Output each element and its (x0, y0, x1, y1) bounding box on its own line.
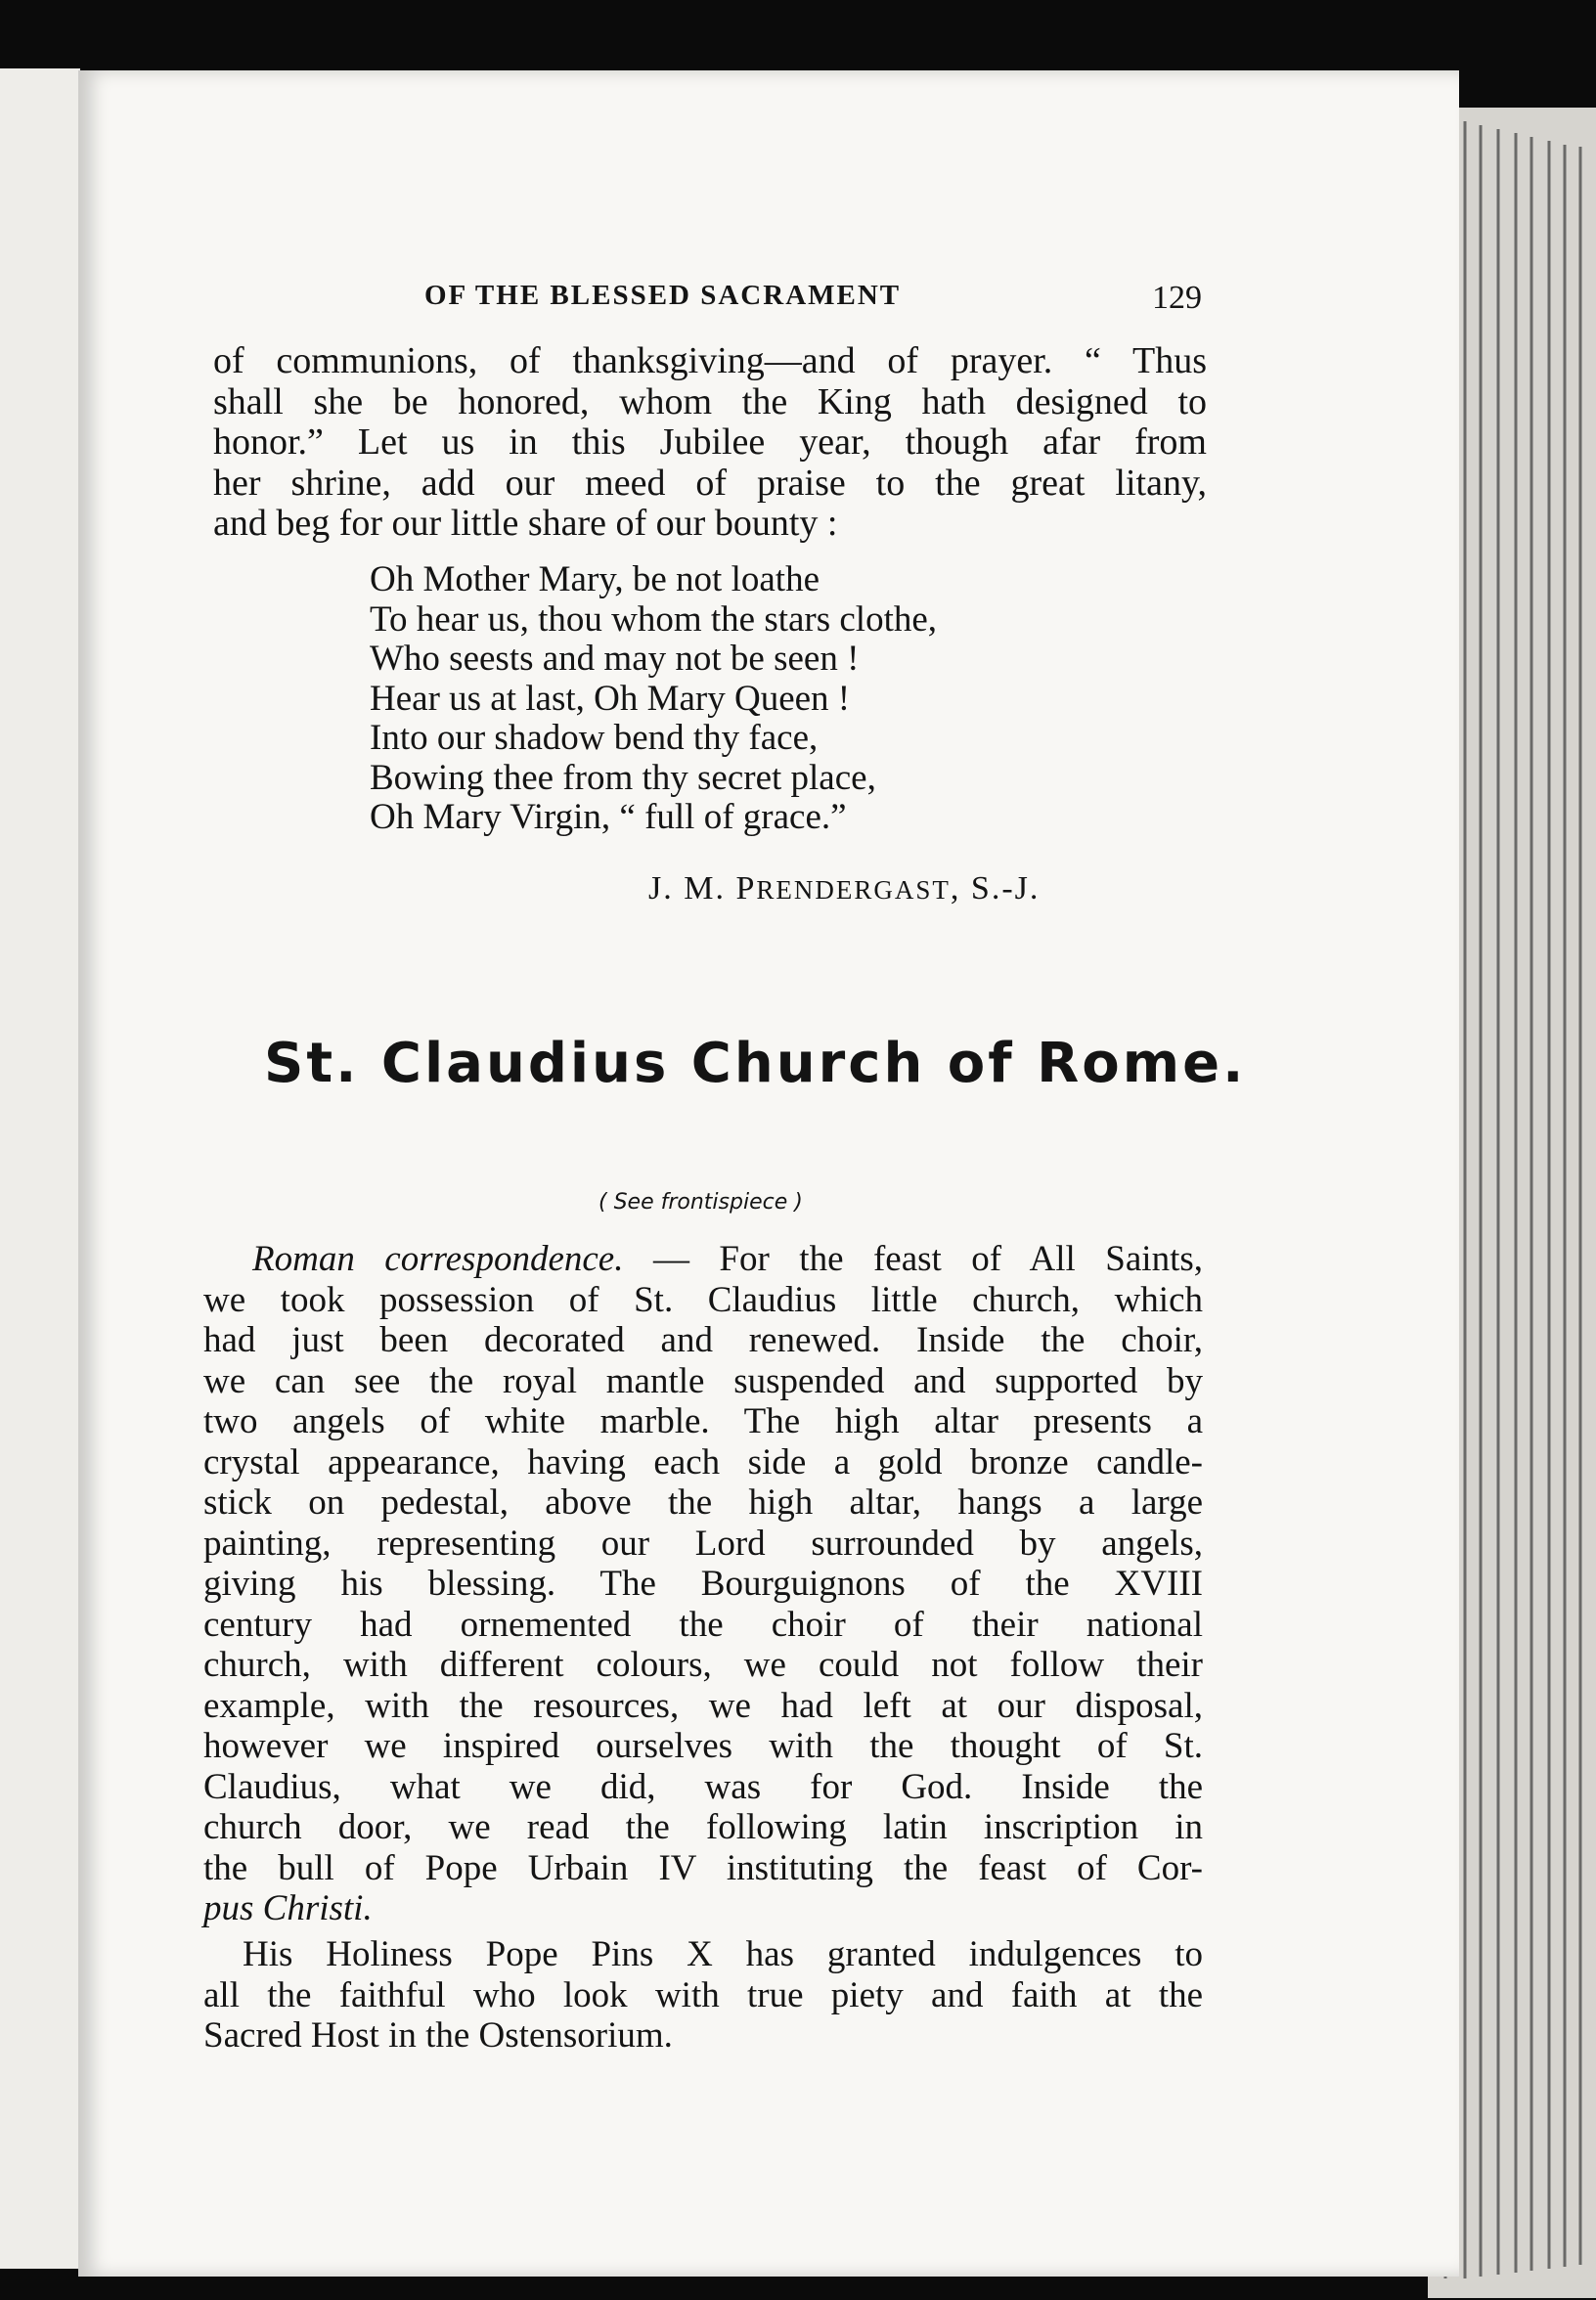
text-line (203, 1686, 1203, 1727)
line-text: Sacred Host in the Ostensorium. (203, 2015, 673, 2056)
text-line (213, 464, 1207, 505)
text-line (203, 1239, 1203, 1280)
text-line (213, 382, 1207, 423)
line-text: giving his blessing. The Bourguignons of the XVIII (203, 1564, 1203, 1604)
line-text: — For the feast of All Saints, (652, 1239, 1203, 1279)
line-text: had just been decorated and renewed. Inside the choir, (203, 1320, 1203, 1360)
line-text: painting, representing our Lord surrounded by angels, (203, 1523, 1203, 1564)
article-title: St. Claudius Church of Rome. (264, 1032, 1247, 1095)
poem-line: To hear us, thou whom the stars clothe, (370, 598, 938, 640)
closing-paragraph (203, 1934, 1203, 2057)
poem-line: Bowing thee from thy secret place, (370, 757, 876, 798)
line-text: example, with the resources, we had left at our disposal, (203, 1685, 1203, 1726)
italic-line: pus Christi. (203, 1888, 373, 1928)
text-line (203, 1482, 1203, 1524)
line-text: all the faithful who look with true piety and faith at the (203, 1974, 1203, 2015)
text-line (203, 2015, 1203, 2057)
poem-verse (370, 560, 937, 838)
line-text: stick on pedestal, above the high altar, hangs a large (203, 1482, 1203, 1523)
line-text: honor.” Let us in this Jubilee year, though afar from (213, 421, 1207, 463)
poem-line: Who seests and may not be seen ! (370, 639, 860, 679)
text-line (203, 1564, 1203, 1605)
line-text: two angels of white marble. The high altar presents a (203, 1401, 1203, 1441)
page-number: 129 (1152, 280, 1202, 316)
line-text: however we inspired ourselves with the thought of St. (203, 1726, 1203, 1766)
line-text: shall she be honored, whom the King hath designed to (213, 380, 1207, 422)
running-header: OF THE BLESSED SACRAMENT (424, 280, 902, 311)
line-text: His Holiness Pope Pins X has granted indulgences to (243, 1934, 1203, 1974)
line-text: of communions, of thanksgiving—and of prayer. “ Thus (213, 340, 1207, 381)
poem-line: Into our shadow bend thy face, (370, 718, 819, 758)
text-line (203, 1605, 1203, 1646)
line-text: we took possession of St. Claudius little church, which (203, 1279, 1203, 1320)
frontispiece-note: ( See frontispiece ) (598, 1190, 803, 1215)
author-suffix: , S.-J. (950, 870, 1041, 907)
line-text: church door, we read the following latin inscription in (203, 1807, 1203, 1847)
left-page-edge (0, 68, 80, 2269)
text-line (203, 1524, 1203, 1565)
article-paragraph (203, 1239, 1203, 1929)
lead-italic: Roman correspondence. (252, 1239, 653, 1279)
text-line (203, 1726, 1203, 1767)
intro-paragraph (213, 341, 1207, 545)
text-line (203, 1848, 1203, 1889)
line-text: Claudius, what we did, was for God. Inside the (203, 1766, 1203, 1807)
author-surname: PRENDERGAST (735, 870, 951, 907)
author-initials: J. M. (648, 870, 726, 907)
poem-line: Oh Mary Virgin, “ full of grace.” (370, 797, 847, 837)
line-text: century had ornemented the choir of their national (203, 1604, 1203, 1645)
line-text: crystal appearance, having each side a gold bronze candle- (203, 1441, 1203, 1482)
line-text: the bull of Pope Urbain IV instituting the feast of Cor- (203, 1847, 1203, 1888)
poem-author (648, 870, 1040, 907)
poem-line: Hear us at last, Oh Mary Queen ! (370, 678, 851, 719)
text-line (203, 1645, 1203, 1686)
text-line (203, 1442, 1203, 1483)
text-line (203, 1975, 1203, 2016)
line-text: church, with different colours, we could not follow their (203, 1645, 1203, 1685)
text-line (213, 422, 1207, 464)
text-line (203, 1361, 1203, 1402)
text-line (203, 1280, 1203, 1321)
text-line (203, 1767, 1203, 1808)
line-text: her shrine, add our meed of praise to the great litany, (213, 462, 1207, 504)
line-text: we can see the royal mantle suspended and supported by (203, 1360, 1203, 1401)
text-line (203, 1934, 1203, 1975)
text-line (213, 504, 1207, 545)
text-line (203, 1320, 1203, 1361)
text-line (203, 1401, 1203, 1442)
poem-line: Oh Mother Mary, be not loathe (370, 559, 820, 599)
text-line (213, 341, 1207, 382)
text-line (203, 1807, 1203, 1848)
line-text: and beg for our little share of our bounty : (213, 503, 838, 544)
